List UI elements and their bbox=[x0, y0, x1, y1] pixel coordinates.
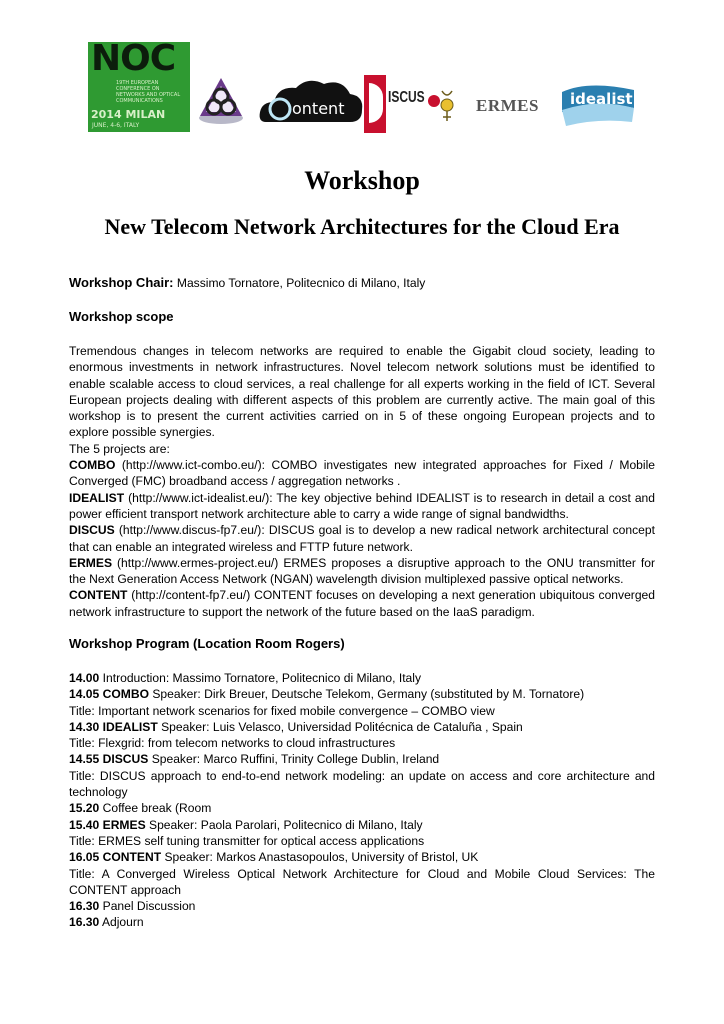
program-talk-title: Title: A Converged Wireless Optical Network Architecture for Cloud and Mobile Cloud Services: The CONTENT approach bbox=[69, 866, 655, 897]
program-text: Coffee break (Room bbox=[99, 801, 212, 816]
program-item bbox=[69, 898, 655, 914]
idealist-logo bbox=[558, 82, 638, 132]
chair-value: Massimo Tornatore, Politecnico di Milano, Italy bbox=[176, 276, 426, 290]
program-heading: Workshop Program (Location Room Rogers) bbox=[69, 636, 345, 651]
program-project: DISCUS bbox=[99, 752, 149, 767]
program-talk-title: Title: DISCUS approach to end-to-end network modeling: an update on access and core architecture and technology bbox=[69, 768, 655, 800]
program-list bbox=[69, 670, 655, 931]
project-item bbox=[69, 490, 655, 523]
program-item bbox=[69, 751, 655, 767]
program-time: 15.20 bbox=[69, 801, 100, 816]
chair-label: Workshop Chair: bbox=[69, 275, 174, 290]
project-name: COMBO bbox=[69, 458, 116, 473]
project-name: IDEALIST bbox=[69, 490, 125, 505]
program-time: 16.30 bbox=[69, 915, 100, 930]
project-item bbox=[69, 587, 655, 620]
logo-strip bbox=[88, 42, 648, 134]
project-item bbox=[69, 522, 655, 555]
content-logo bbox=[258, 76, 364, 130]
project-description: (http://www.ermes-project.eu/) ERMES proposes a disruptive approach to the ONU transmitter for the Next Generation Access Network (NGAN) wavelength division multiplexed passive optical networks. bbox=[69, 555, 655, 587]
noc-logo-subtitle: 19TH EUROPEAN CONFERENCE ON NETWORKS AND OPTICAL COMMUNICATIONS bbox=[116, 80, 181, 104]
program-text: Speaker: Markos Anastasopoulos, University of Bristol, UK bbox=[161, 850, 479, 865]
program-item bbox=[69, 817, 655, 833]
program-text: Panel Discussion bbox=[99, 899, 196, 914]
project-name: ERMES bbox=[69, 555, 113, 570]
program-item bbox=[69, 849, 655, 865]
project-name: DISCUS bbox=[69, 523, 115, 538]
discus-logo bbox=[364, 75, 452, 133]
program-text: Speaker: Luis Velasco, Universidad Politécnica de Cataluña , Spain bbox=[157, 719, 523, 734]
content-logo-text: ontent bbox=[292, 99, 345, 118]
program-item bbox=[69, 914, 655, 930]
program-time: 14.55 bbox=[69, 752, 100, 767]
program-talk-title: Title: Important network scenarios for fixed mobile convergence – COMBO view bbox=[69, 703, 495, 718]
noc-logo-title: NOC bbox=[91, 42, 176, 79]
program-time: 14.05 bbox=[69, 687, 100, 702]
project-description: (http://content-fp7.eu/) CONTENT focuses on developing a next generation ubiquitous converged network infrastructure to support the network of the future based on the IaaS paradigm. bbox=[69, 588, 655, 619]
program-time: 16.05 bbox=[69, 850, 100, 865]
project-list bbox=[69, 457, 655, 620]
page-subtitle: New Telecom Network Architectures for the Cloud Era bbox=[104, 214, 620, 239]
program-time: 16.30 bbox=[69, 899, 100, 914]
program-time: 14.30 bbox=[69, 719, 100, 734]
project-description: (http://www.ict-idealist.eu/): The key objective behind IDEALIST is to research in detail a cost and power efficient transport network architecture able to carry a wide range of signal bandwidths. bbox=[69, 490, 655, 521]
projects-intro: The 5 projects are: bbox=[69, 441, 170, 456]
scope-heading-block bbox=[69, 309, 655, 325]
page-title: Workshop bbox=[304, 166, 420, 195]
program-project: IDEALIST bbox=[99, 719, 158, 734]
idealist-logo-text: idealist bbox=[570, 90, 633, 108]
noc-logo bbox=[88, 42, 190, 132]
program-text: Speaker: Paola Parolari, Politecnico di Milano, Italy bbox=[145, 817, 423, 832]
noc-logo-year: 2014 MILAN bbox=[91, 108, 166, 121]
project-item bbox=[69, 555, 655, 588]
program-text: Speaker: Marco Ruffini, Trinity College Dublin, Ireland bbox=[148, 752, 440, 767]
project-description: (http://www.ict-combo.eu/): COMBO investigates new integrated approaches for Fixed / Mobile Converged (FMC) broadband access / aggregation networks . bbox=[69, 458, 655, 489]
program-text: Speaker: Dirk Breuer, Deutsche Telekom, Germany (substituted by M. Tornatore) bbox=[148, 687, 585, 702]
program-project: CONTENT bbox=[99, 850, 162, 865]
program-item bbox=[69, 800, 655, 816]
workshop-chair bbox=[69, 275, 655, 291]
combo-logo bbox=[196, 74, 246, 126]
program-talk-title: Title: ERMES self tuning transmitter for optical access applications bbox=[69, 833, 425, 848]
program-time: 14.00 bbox=[69, 671, 100, 685]
program-talk-title: Title: Flexgrid: from telecom networks to cloud infrastructures bbox=[69, 736, 396, 751]
scope-heading: Workshop scope bbox=[69, 309, 174, 324]
project-name: CONTENT bbox=[69, 588, 128, 603]
program-heading-block bbox=[69, 636, 655, 652]
program-item bbox=[69, 719, 655, 735]
program-project: ERMES bbox=[99, 817, 146, 832]
program-text: Introduction: Massimo Tornatore, Politecnico di Milano, Italy bbox=[99, 671, 422, 685]
noc-logo-dates: JUNE, 4-6, ITALY bbox=[92, 122, 140, 129]
program-project: COMBO bbox=[99, 687, 149, 702]
project-description: (http://www.discus-fp7.eu/): DISCUS goal is to develop a new radical network architectural concept that can enable an integrated wireless and FTTP future network. bbox=[69, 523, 655, 554]
scope-section bbox=[69, 343, 655, 620]
program-time: 15.40 bbox=[69, 817, 100, 832]
discus-logo-text: ISCUS bbox=[388, 89, 425, 106]
program-item bbox=[69, 670, 655, 686]
ermes-logo-text: ERMES bbox=[476, 96, 539, 115]
program-item bbox=[69, 686, 655, 702]
ermes-logo bbox=[448, 88, 556, 128]
project-item bbox=[69, 457, 655, 490]
scope-paragraph: Tremendous changes in telecom networks are required to enable the Gigabit cloud society, leading to enormous investments in network infrastructures. Novel telecom network solutions must be identified to enable scalable access to cloud services, a real challenge for all experts working in the field of ICT. Several European projects dealing with different aspects of this problem are currently active. The main goal of this workshop is to present the current activities carried on in 5 of these ongoing European projects and to explore possible synergies. bbox=[69, 344, 655, 440]
program-text: Adjourn bbox=[99, 915, 144, 930]
